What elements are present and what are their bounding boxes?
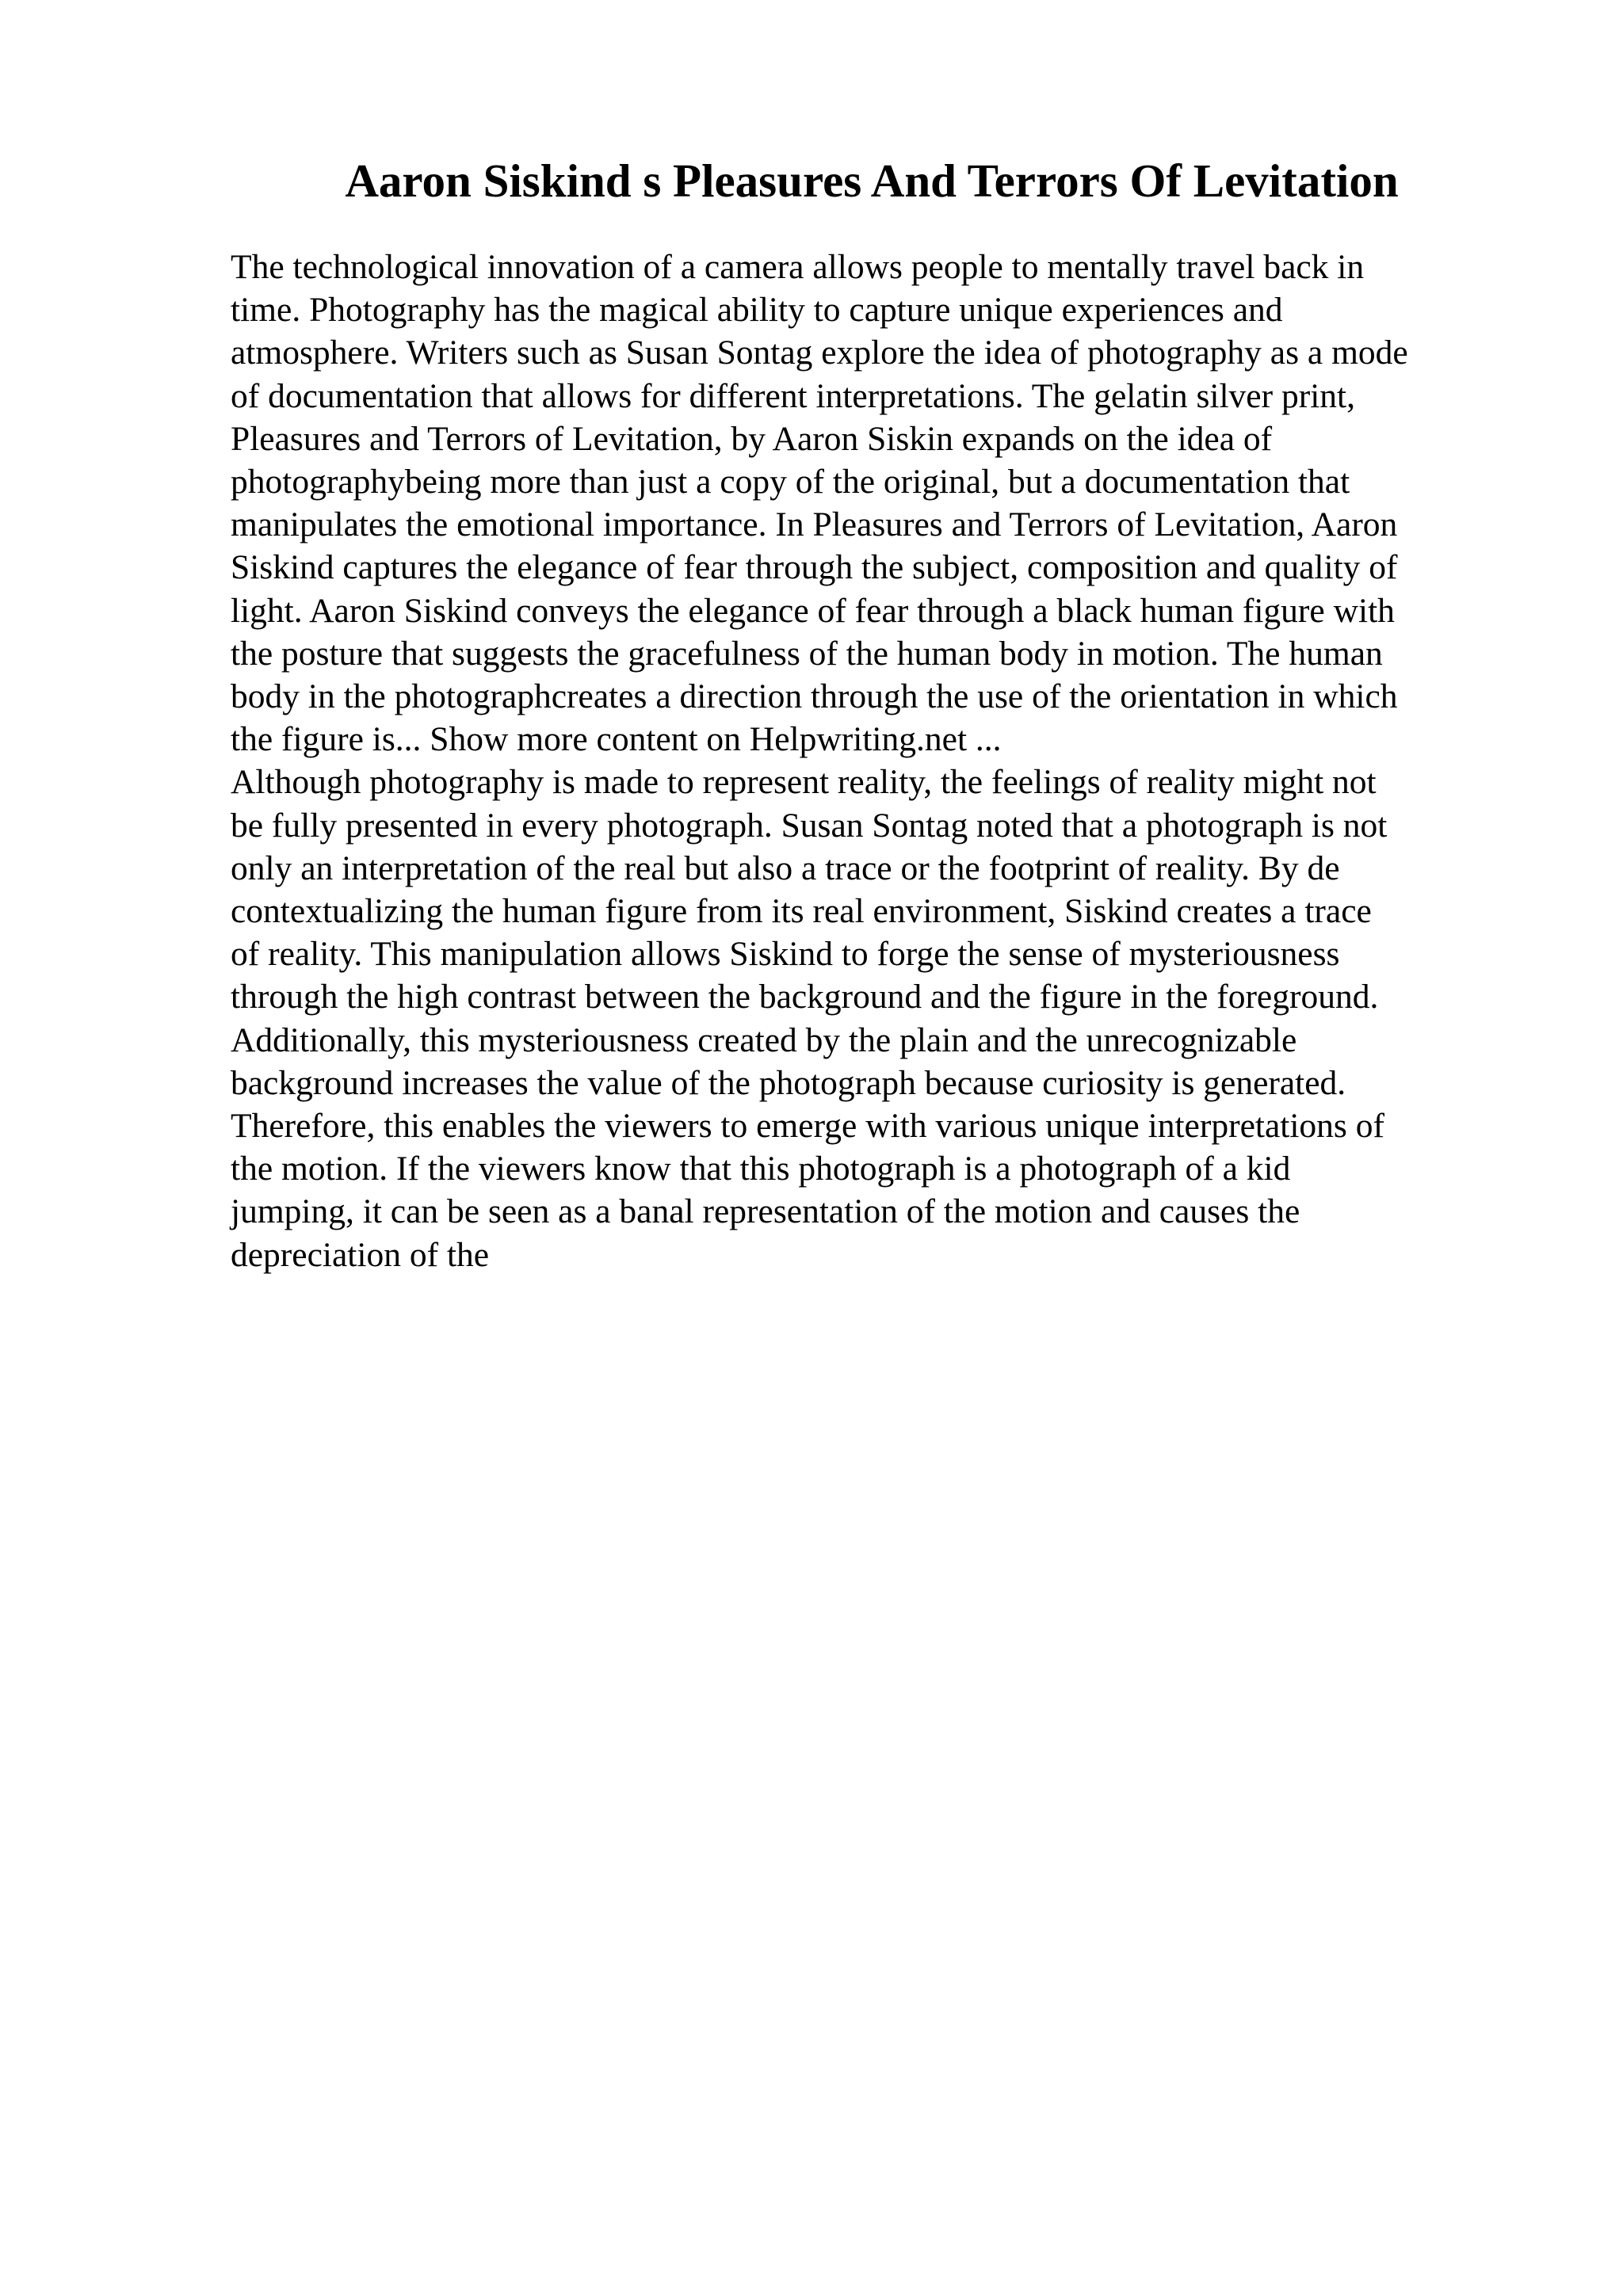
body-line: background increases the value of the photograph because curiosity is generated.	[231, 1063, 1346, 1102]
body-line: Therefore, this enables the viewers to emerge with various unique interpretations of	[231, 1107, 1384, 1146]
document-body	[231, 246, 1594, 1276]
body-line: The technological innovation of a camera allows people to mentally travel back in	[231, 248, 1365, 286]
body-line: jumping, it can be seen as a banal representation of the motion and causes the	[231, 1192, 1300, 1231]
body-line: contextualizing the human figure from its real environment, Siskind creates a trace	[231, 892, 1372, 931]
body-line: Pleasures and Terrors of Levitation, by Aaron Siskin expands on the idea of	[231, 419, 1273, 458]
body-line: Additionally, this mysteriousness created by the plain and the unrecognizable	[231, 1020, 1297, 1059]
body-line: of documentation that allows for different interpretations. The gelatin silver print,	[231, 376, 1355, 415]
body-line: the motion. If the viewers know that this photograph is a photograph of a kid	[231, 1150, 1291, 1188]
body-line: Although photography is made to represent reality, the feelings of reality might not	[231, 763, 1377, 802]
body-line: of reality. This manipulation allows Siskind to forge the sense of mysteriousness	[231, 935, 1340, 974]
body-line: only an interpretation of the real but also a trace or the footprint of reality. By de	[231, 849, 1340, 887]
body-line: atmosphere. Writers such as Susan Sontag explore the idea of photography as a mode	[231, 334, 1408, 372]
document-title: Aaron Siskind s Pleasures And Terrors Of Levitation	[345, 154, 1399, 207]
body-line: the posture that suggests the gracefulness of the human body in motion. The human	[231, 634, 1383, 673]
body-line: manipulates the emotional importance. In Pleasures and Terrors of Levitation, Aaron	[231, 505, 1398, 544]
body-line: Siskind captures the elegance of fear through the subject, composition and quality of	[231, 548, 1398, 587]
body-line: the figure is... Show more content on Helpwriting.net ...	[231, 720, 1002, 759]
body-line: body in the photographcreates a direction through the use of the orientation in which	[231, 677, 1398, 716]
body-line: depreciation of the	[231, 1235, 490, 1274]
body-line: time. Photography has the magical ability to capture unique experiences and	[231, 291, 1283, 330]
body-line: light. Aaron Siskind conveys the elegance of fear through a black human figure with	[231, 591, 1395, 630]
body-line: photographybeing more than just a copy of the original, but a documentation that	[231, 463, 1350, 502]
body-line: through the high contrast between the background and the figure in the foreground.	[231, 978, 1379, 1016]
body-line: be fully presented in every photograph. Susan Sontag noted that a photograph is not	[231, 806, 1388, 845]
